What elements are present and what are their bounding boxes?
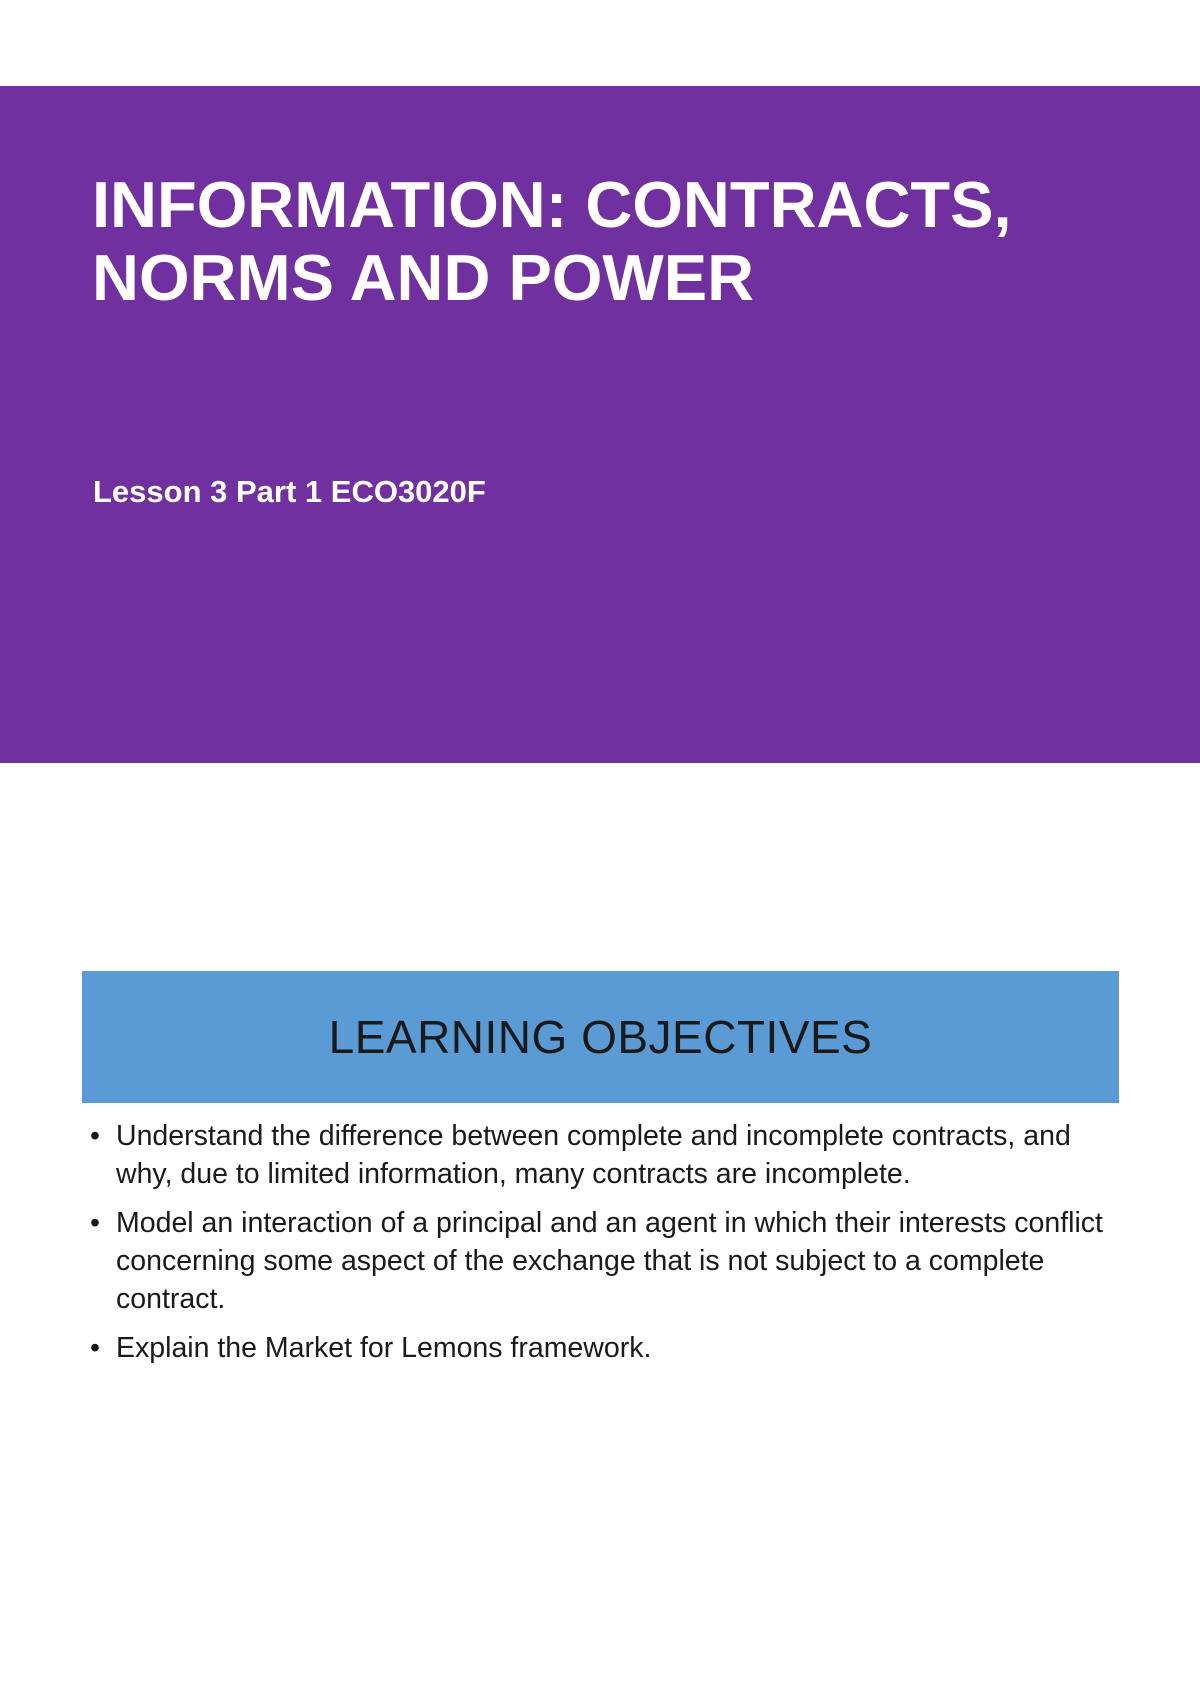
objective-text: Model an interaction of a principal and an agent in which their interests conflict concerning some aspect of the exchange that is not subject to a complete contract. [116, 1207, 1103, 1315]
slide-title [92, 168, 1152, 314]
bullet-icon: • [90, 1332, 100, 1364]
title-slide-banner [0, 86, 1200, 763]
slide-title-line-2: NORMS AND POWER [92, 241, 755, 314]
slide-subtitle: Lesson 3 Part 1 ECO3020F [93, 474, 486, 509]
bullet-icon: • [90, 1120, 100, 1152]
objective-item [90, 1204, 1120, 1318]
learning-objectives-list [90, 1117, 1120, 1378]
learning-objectives-header [82, 971, 1119, 1103]
slide-title-line-1: INFORMATION: CONTRACTS, [92, 168, 1012, 241]
learning-objectives-heading: LEARNING OBJECTIVES [328, 1011, 873, 1063]
objective-text: Explain the Market for Lemons framework. [116, 1332, 652, 1364]
objective-item [90, 1117, 1120, 1193]
bullet-icon: • [90, 1207, 100, 1239]
objective-text: Understand the difference between complete and incomplete contracts, and why, due to limited information, many contracts are incomplete. [116, 1120, 1071, 1190]
objective-item [90, 1329, 1120, 1367]
